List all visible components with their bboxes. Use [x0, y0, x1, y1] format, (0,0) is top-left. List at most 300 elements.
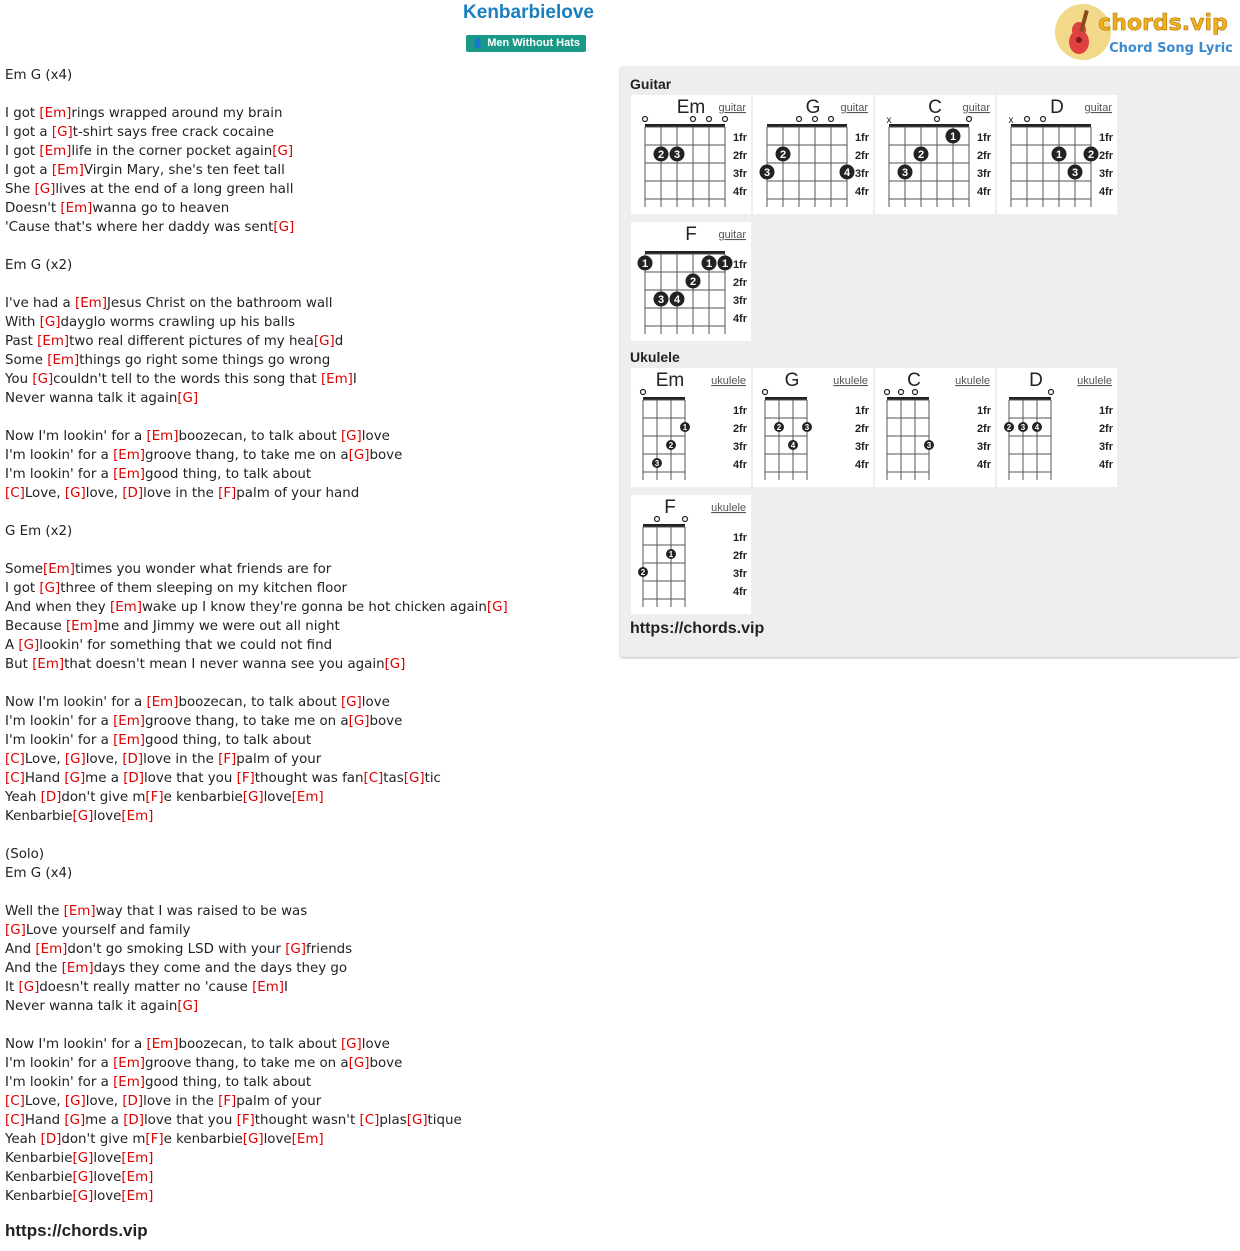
chord-marker[interactable]: [C]: [5, 486, 25, 501]
lyric-text: tas: [383, 771, 404, 786]
lyric-line: [5, 313, 605, 332]
artist-badge[interactable]: [466, 35, 586, 52]
open-string-marker: [797, 117, 802, 122]
chord-marker[interactable]: [D]: [40, 790, 62, 805]
lyric-text: I'm lookin' for a: [5, 733, 114, 748]
chord-marker[interactable]: [D]: [123, 771, 144, 786]
chord-marker[interactable]: [G]: [348, 448, 370, 463]
chord-instrument-link[interactable]: guitar: [718, 229, 746, 241]
lyric-text: me a: [85, 1113, 124, 1128]
chord-marker[interactable]: [G]: [64, 752, 86, 767]
chord-marker[interactable]: [C]: [5, 752, 25, 767]
fret-label: 4fr: [976, 186, 991, 198]
chord-marker[interactable]: [C]: [363, 771, 384, 786]
open-string-marker: [683, 517, 688, 522]
chord-instrument-link[interactable]: ukulele: [1077, 375, 1112, 387]
lyric-text: groove thang, to take me on a: [145, 714, 349, 729]
lyric-line: [5, 351, 605, 370]
panel-url[interactable]: https://chords.vip: [630, 620, 765, 637]
lyric-line: [5, 826, 605, 845]
chord-marker[interactable]: [G]: [285, 942, 307, 957]
chord-marker[interactable]: [Em]: [51, 163, 84, 178]
lyric-text: Yeah: [5, 1132, 41, 1147]
lyric-line: [5, 807, 605, 826]
finger-number: 1: [641, 258, 649, 270]
chord-marker[interactable]: [F]: [236, 771, 255, 786]
song-title: Kenbarbielove: [463, 2, 594, 23]
chord-marker[interactable]: [Em]: [74, 296, 107, 311]
muted-string-marker: x: [1008, 115, 1014, 126]
finger-number: 3: [804, 423, 810, 432]
chord-marker[interactable]: [G]: [177, 999, 199, 1014]
chord-instrument-link[interactable]: ukulele: [711, 375, 746, 387]
lyric-text: I got: [5, 144, 40, 159]
open-string-marker: [655, 517, 660, 522]
lyric-text: love: [93, 1151, 122, 1166]
footer-url[interactable]: https://chords.vip: [5, 1221, 148, 1240]
lyric-text: Love,: [24, 752, 65, 767]
chord-marker[interactable]: [G]: [51, 125, 73, 140]
chord-diagrams-panel: [620, 66, 1240, 657]
chord-instrument-link[interactable]: guitar: [962, 102, 990, 114]
chord-instrument-link[interactable]: guitar: [1084, 102, 1112, 114]
lyric-line: [5, 598, 605, 617]
lyric-line: [5, 1187, 605, 1206]
chord-marker[interactable]: [Em]: [113, 467, 146, 482]
site-logo[interactable]: [1053, 2, 1235, 62]
fret-label: 4fr: [1098, 186, 1113, 198]
chord-marker[interactable]: [G]: [72, 1151, 94, 1166]
lyric-line: [5, 332, 605, 351]
fret-label: 1fr: [854, 405, 869, 417]
chord-marker[interactable]: [Em]: [35, 942, 68, 957]
finger-number: 2: [1006, 423, 1012, 432]
fret-label: 2fr: [732, 277, 747, 289]
lyric-text: love: [361, 1037, 390, 1052]
artist-name: Men Without Hats: [487, 37, 580, 49]
fret-label: 1fr: [732, 132, 747, 144]
ukulele-chord-g[interactable]: [753, 368, 873, 487]
lyric-text: love in the: [143, 1094, 219, 1109]
chord-marker[interactable]: [C]: [5, 771, 25, 786]
lyric-text: love: [93, 809, 122, 824]
finger-number: 1: [721, 258, 729, 270]
lyric-line: [5, 370, 605, 389]
chord-marker[interactable]: [Em]: [109, 600, 142, 615]
finger-number: 3: [657, 294, 665, 306]
lyric-text: 'Cause that's where her daddy was sent: [5, 220, 274, 235]
lyric-line: [5, 503, 605, 522]
lyric-text: times you wonder what friends are for: [74, 562, 332, 577]
lyric-text: love: [263, 1132, 292, 1147]
chord-marker[interactable]: [G]: [340, 695, 362, 710]
chord-marker[interactable]: [G]: [340, 429, 362, 444]
ukulele-chord-c[interactable]: [875, 368, 995, 487]
chord-marker[interactable]: [G]: [177, 391, 199, 406]
chord-marker[interactable]: [G]: [384, 657, 406, 672]
lyric-line: [5, 864, 605, 883]
fret-label: 4fr: [732, 186, 747, 198]
finger-number: 2: [779, 149, 787, 161]
lyric-text: Kenbarbie: [5, 1189, 73, 1204]
lyric-text: love in the: [143, 752, 219, 767]
chord-marker[interactable]: [G]: [72, 1189, 94, 1204]
chord-marker[interactable]: [G]: [348, 1056, 370, 1071]
chord-marker[interactable]: [G]: [72, 809, 94, 824]
chord-marker[interactable]: [G]: [64, 1113, 86, 1128]
open-string-marker: [967, 117, 972, 122]
chord-marker[interactable]: [D]: [40, 1132, 62, 1147]
lyric-text: You: [5, 372, 33, 387]
chord-marker[interactable]: [G]: [64, 771, 86, 786]
finger-number: 4: [673, 294, 681, 306]
fret-label: 2fr: [732, 423, 747, 435]
lyric-text: Now I'm lookin' for a: [5, 695, 147, 710]
chord-marker[interactable]: [Em]: [252, 980, 285, 995]
chord-name: Em: [655, 370, 685, 391]
chord-instrument-link[interactable]: ukulele: [711, 502, 746, 514]
lyric-text: love that you: [143, 1113, 237, 1128]
lyric-line: [5, 446, 605, 465]
lyric-text: boozecan, to talk about: [178, 429, 341, 444]
lyric-text: I got a: [5, 125, 52, 140]
lyric-line: [5, 959, 605, 978]
lyric-text: boozecan, to talk about: [178, 695, 341, 710]
fret-label: 1fr: [976, 405, 991, 417]
lyric-line: [5, 997, 605, 1016]
finger-number: 2: [776, 423, 782, 432]
logo-tagline: Chord Song Lyric: [1109, 41, 1233, 56]
lyric-text: e kenbarbie: [163, 790, 243, 805]
logo-brand: chords.vip: [1098, 11, 1228, 36]
chord-marker[interactable]: [G]: [403, 771, 425, 786]
chord-marker[interactable]: [F]: [236, 1113, 255, 1128]
chord-name: Em: [676, 97, 706, 118]
fret-label: 1fr: [1098, 405, 1113, 417]
chord-name: D: [1050, 97, 1064, 118]
fret-label: 3fr: [732, 295, 747, 307]
finger-number: 1: [682, 423, 688, 432]
lyric-line: [5, 731, 605, 750]
user-icon: 👤: [472, 38, 484, 48]
lyric-text: don't go smoking LSD with your: [67, 942, 286, 957]
finger-number: 3: [1020, 423, 1026, 432]
chord-marker[interactable]: [Em]: [113, 733, 146, 748]
chord-marker[interactable]: [D]: [122, 752, 144, 767]
lyric-line: [5, 1168, 605, 1187]
ukulele-chord-d[interactable]: [997, 368, 1117, 487]
lyric-text: thought wasn't: [254, 1113, 360, 1128]
ukulele-chord-f[interactable]: [631, 495, 751, 614]
fret-label: 4fr: [1098, 459, 1113, 471]
chord-instrument-link[interactable]: ukulele: [833, 375, 868, 387]
lyric-text: Never wanna talk it again: [5, 999, 178, 1014]
fret-label: 3fr: [732, 441, 747, 453]
lyric-text: things go right some things go wrong: [79, 353, 331, 368]
lyric-line: [5, 940, 605, 959]
lyric-text: Love,: [24, 486, 65, 501]
lyric-text: groove thang, to take me on a: [145, 1056, 349, 1071]
chord-marker[interactable]: [G]: [39, 581, 61, 596]
chord-marker[interactable]: [Em]: [146, 1037, 179, 1052]
lyric-line: [5, 617, 605, 636]
lyric-line: [5, 465, 605, 484]
chord-marker[interactable]: [Em]: [113, 448, 146, 463]
open-string-marker: [723, 117, 728, 122]
lyric-text: love that you: [143, 771, 237, 786]
ukulele-chord-em[interactable]: [631, 368, 751, 487]
lyric-text: Love yourself and family: [25, 923, 191, 938]
lyric-text: With: [5, 315, 40, 330]
fret-label: 3fr: [976, 441, 991, 453]
lyric-text: I'm lookin' for a: [5, 1056, 114, 1071]
finger-number: 3: [1071, 167, 1079, 179]
open-string-marker: [885, 390, 890, 395]
chord-marker[interactable]: [G]: [64, 486, 86, 501]
chord-marker[interactable]: [C]: [5, 1094, 25, 1109]
finger-number: 3: [654, 459, 660, 468]
lyric-line: [5, 769, 605, 788]
chord-marker[interactable]: [G]: [5, 923, 26, 938]
lyric-text: days they come and the days they go: [93, 961, 348, 976]
chord-marker[interactable]: [Em]: [146, 695, 179, 710]
fret-label: 3fr: [976, 168, 991, 180]
chord-instrument-link[interactable]: guitar: [840, 102, 868, 114]
lyric-line: [5, 1054, 605, 1073]
chord-marker[interactable]: [G]: [18, 980, 40, 995]
lyric-text: three of them sleeping on my kitchen floor: [60, 581, 348, 596]
chord-marker[interactable]: [D]: [122, 1094, 144, 1109]
chord-marker[interactable]: [Em]: [291, 1132, 324, 1147]
chord-marker[interactable]: [Em]: [63, 904, 96, 919]
fret-label: 1fr: [854, 132, 869, 144]
lyric-line: [5, 484, 605, 503]
fret-label: 2fr: [976, 423, 991, 435]
chord-marker[interactable]: [G]: [313, 334, 335, 349]
guitar-chord-em[interactable]: [631, 95, 751, 214]
chord-marker[interactable]: [G]: [64, 1094, 86, 1109]
chord-marker[interactable]: [Em]: [121, 809, 154, 824]
chord-marker[interactable]: [Em]: [146, 429, 179, 444]
lyric-line: [5, 674, 605, 693]
lyric-line: [5, 408, 605, 427]
lyric-text: tic: [424, 771, 441, 786]
finger-number: 2: [640, 568, 646, 577]
lyric-line: [5, 180, 605, 199]
lyric-text: boozecan, to talk about: [178, 1037, 341, 1052]
chord-marker[interactable]: [G]: [348, 714, 370, 729]
lyric-text: bove: [369, 448, 403, 463]
chord-marker[interactable]: [G]: [34, 182, 56, 197]
fret-label: 1fr: [732, 405, 747, 417]
chord-marker[interactable]: [D]: [122, 486, 144, 501]
chord-marker[interactable]: [G]: [72, 1170, 94, 1185]
chord-marker[interactable]: [F]: [218, 486, 237, 501]
lyric-line: [5, 693, 605, 712]
finger-number: 4: [790, 441, 796, 450]
guitar-chord-f[interactable]: [631, 222, 751, 341]
chord-marker[interactable]: [G]: [32, 372, 54, 387]
lyric-text: I'm lookin' for a: [5, 467, 114, 482]
chord-marker[interactable]: [Em]: [113, 1075, 146, 1090]
lyric-text: Now I'm lookin' for a: [5, 1037, 147, 1052]
lyric-text: Em G (x4): [5, 68, 73, 83]
lyric-text: love,: [85, 1094, 123, 1109]
lyric-text: A: [5, 638, 19, 653]
muted-string-marker: x: [886, 115, 892, 126]
chord-marker[interactable]: [Em]: [113, 1056, 146, 1071]
fret-label: 1fr: [976, 132, 991, 144]
lyric-text: love: [361, 429, 390, 444]
chord-marker[interactable]: [D]: [123, 1113, 144, 1128]
lyric-text: bove: [369, 714, 403, 729]
lyric-text: Kenbarbie: [5, 809, 73, 824]
lyric-text: love in the: [143, 486, 219, 501]
lyric-line: [5, 883, 605, 902]
chord-instrument-link[interactable]: guitar: [718, 102, 746, 114]
fret-label: 4fr: [854, 186, 869, 198]
chord-marker[interactable]: [G]: [340, 1037, 362, 1052]
lyric-line: [5, 237, 605, 256]
lyric-line: [5, 902, 605, 921]
lyric-text: doesn't really matter no 'cause: [39, 980, 253, 995]
lyric-line: [5, 123, 605, 142]
lyric-text: And the: [5, 961, 62, 976]
lyric-text: G Em (x2): [5, 524, 73, 539]
chord-marker[interactable]: [G]: [242, 790, 264, 805]
finger-number: 2: [689, 276, 697, 288]
fret-label: 3fr: [854, 168, 869, 180]
open-string-marker: [707, 117, 712, 122]
chord-marker[interactable]: [G]: [486, 600, 508, 615]
lyric-line: [5, 541, 605, 560]
lyric-text: e kenbarbie: [163, 1132, 243, 1147]
guitar-chord-g[interactable]: [753, 95, 873, 214]
open-string-marker: [643, 117, 648, 122]
chord-marker[interactable]: [Em]: [61, 961, 94, 976]
chord-marker[interactable]: [Em]: [47, 353, 80, 368]
lyric-text: tique: [427, 1113, 462, 1128]
finger-number: 3: [673, 149, 681, 161]
lyric-text: And when they: [5, 600, 110, 615]
lyric-text: life in the corner pocket again: [71, 144, 273, 159]
finger-number: 3: [901, 167, 909, 179]
chord-name: C: [907, 370, 921, 391]
ukulele-section-title: Ukulele: [630, 349, 680, 365]
finger-number: 1: [1055, 149, 1063, 161]
chord-marker[interactable]: [Em]: [60, 201, 93, 216]
lyric-text: wake up I know they're gonna be hot chicken again: [141, 600, 487, 615]
fret-label: 3fr: [854, 441, 869, 453]
lyric-text: It: [5, 980, 19, 995]
chord-marker[interactable]: [Em]: [37, 334, 70, 349]
lyric-line: [5, 66, 605, 85]
lyric-text: love: [263, 790, 292, 805]
fret-label: 2fr: [1098, 423, 1113, 435]
lyric-text: Hand: [24, 771, 65, 786]
chord-marker[interactable]: [F]: [218, 1094, 237, 1109]
lyric-line: [5, 161, 605, 180]
chord-marker[interactable]: [Em]: [291, 790, 324, 805]
chord-marker[interactable]: [Em]: [121, 1189, 154, 1204]
chord-marker[interactable]: [Em]: [42, 562, 75, 577]
chord-name: G: [784, 370, 800, 391]
chord-marker[interactable]: [Em]: [113, 714, 146, 729]
chord-marker[interactable]: [Em]: [121, 1151, 154, 1166]
fret-label: 4fr: [854, 459, 869, 471]
lyric-text: love,: [85, 486, 123, 501]
chord-marker[interactable]: [Em]: [32, 657, 65, 672]
lyric-text: friends: [306, 942, 353, 957]
lyric-text: rings wrapped around my brain: [71, 106, 283, 121]
open-string-marker: [1049, 390, 1054, 395]
fret-label: 3fr: [1098, 441, 1113, 453]
fret-label: 2fr: [732, 550, 747, 562]
lyric-text: I got: [5, 581, 40, 596]
chord-marker[interactable]: [G]: [18, 638, 40, 653]
finger-number: 2: [917, 149, 925, 161]
lyric-line: [5, 389, 605, 408]
lyric-text: that doesn't mean I never wanna see you again: [64, 657, 385, 672]
chord-marker[interactable]: [F]: [145, 790, 164, 805]
lyric-text: Kenbarbie: [5, 1151, 73, 1166]
lyric-text: And: [5, 942, 36, 957]
fret-label: 2fr: [854, 150, 869, 162]
lyric-text: love: [361, 695, 390, 710]
lyric-text: love: [93, 1170, 122, 1185]
chord-instrument-link[interactable]: ukulele: [955, 375, 990, 387]
lyric-text: couldn't tell to the words this song that: [53, 372, 321, 387]
lyric-line: [5, 256, 605, 275]
guitar-chord-d[interactable]: [997, 95, 1117, 214]
guitar-chord-c[interactable]: [875, 95, 995, 214]
chord-marker[interactable]: [G]: [273, 220, 295, 235]
lyric-text: But: [5, 657, 33, 672]
chord-marker[interactable]: [G]: [242, 1132, 264, 1147]
chord-marker[interactable]: [G]: [406, 1113, 428, 1128]
lyric-line: [5, 218, 605, 237]
lyric-text: don't give m: [61, 1132, 146, 1147]
lyric-line: [5, 788, 605, 807]
lyric-text: Kenbarbie: [5, 1170, 73, 1185]
chord-marker[interactable]: [Em]: [39, 106, 72, 121]
lyric-line: [5, 978, 605, 997]
lyric-text: wanna go to heaven: [92, 201, 230, 216]
chord-marker[interactable]: [G]: [39, 315, 61, 330]
guitar-section-title: Guitar: [630, 76, 672, 92]
chord-marker[interactable]: [Em]: [39, 144, 72, 159]
chord-marker[interactable]: [Em]: [320, 372, 353, 387]
chord-marker[interactable]: [G]: [272, 144, 294, 159]
chord-marker[interactable]: [F]: [218, 752, 237, 767]
lyric-text: palm of your: [236, 1094, 322, 1109]
chord-marker[interactable]: [Em]: [121, 1170, 154, 1185]
lyric-text: Yeah: [5, 790, 41, 805]
chord-marker[interactable]: [F]: [145, 1132, 164, 1147]
lyric-text: don't give m: [61, 790, 146, 805]
chord-marker[interactable]: [C]: [359, 1113, 380, 1128]
lyric-text: good thing, to talk about: [145, 1075, 312, 1090]
lyric-text: groove thang, to take me on a: [145, 448, 349, 463]
lyric-line: [5, 560, 605, 579]
chord-marker[interactable]: [C]: [5, 1113, 25, 1128]
lyric-text: way that I was raised to be was: [95, 904, 308, 919]
finger-number: 2: [657, 149, 665, 161]
lyric-text: Never wanna talk it again: [5, 391, 178, 406]
lyric-text: bove: [369, 1056, 403, 1071]
chord-marker[interactable]: [Em]: [65, 619, 98, 634]
lyric-text: Now I'm lookin' for a: [5, 429, 147, 444]
